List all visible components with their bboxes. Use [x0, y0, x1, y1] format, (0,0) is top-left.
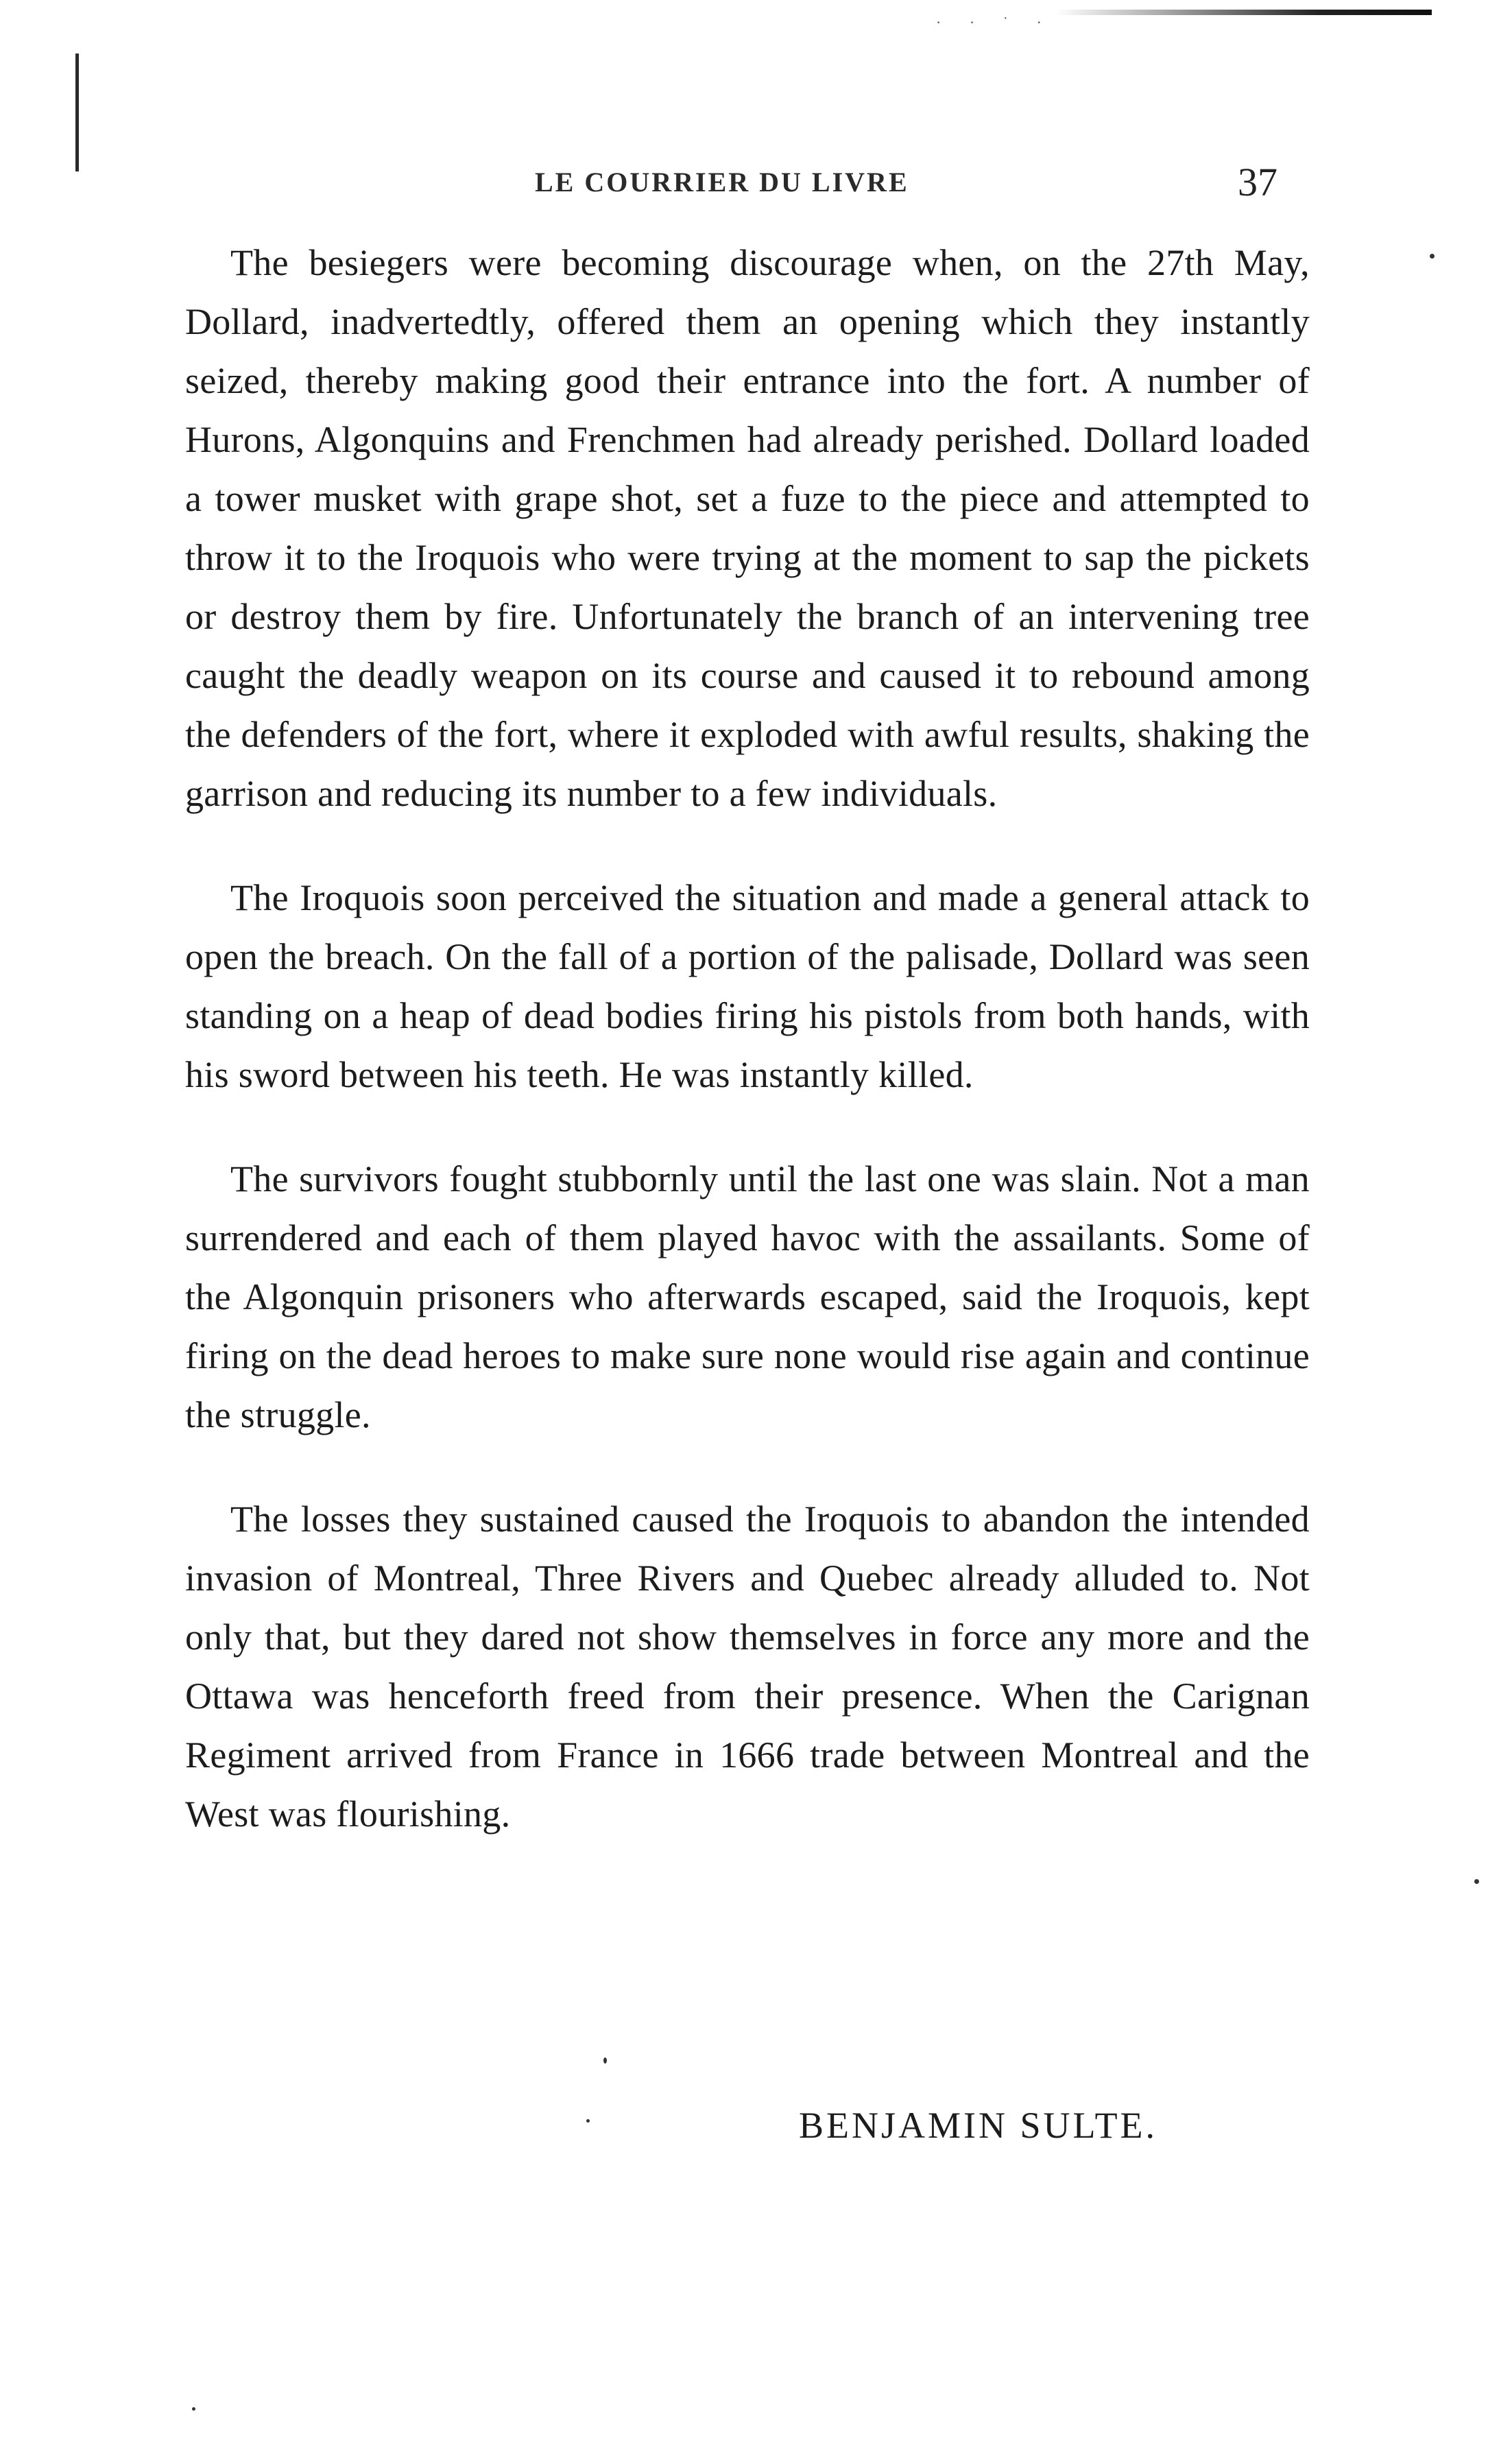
article-body: [185, 233, 1310, 1889]
scan-margin-line: [75, 53, 79, 171]
running-head: [0, 159, 1512, 214]
page-number: 37: [1238, 160, 1277, 204]
running-title: LE COURRIER DU LIVRE: [535, 167, 909, 198]
paragraph: The Iroquois soon perceived the situation and made a general attack to open the breach. On the fall of a portion of the palisade, Dollard was seen standing on a heap of dead bodies firing his pistols from both hands, with his sword between his teeth. He was instantly killed.: [185, 877, 1310, 1095]
paragraph: The besiegers were becoming discourage when, on the 27th May, Dollard, inadvertedtly, offered them an opening which they instantly seized, thereby making good their entrance into the fort. A number of Hurons, Algonquins and Frenchmen had already perished. Dollard loaded a tower musket with grape shot, set a fuze to the piece and attempted to throw it to the Iroquois who were trying at the moment to sap the pickets or destroy them by fire. Unfortunately the branch of an intervening tree caught the deadly weapon on its course and caused it to rebound among the defenders of the fort, where it exploded with awful results, shaking the garrison and reducing its number to a few individuals.: [185, 242, 1310, 814]
scan-speck: [603, 2057, 607, 2064]
paragraph: The survivors fought stubbornly until the last one was slain. Not a man surrendered and each of them played havoc with the assailants. Some of the Algonquin prisoners who afterwards escaped, said the Iroquois, kept firing on the dead heroes to make sure none would rise again and continue the struggle.: [185, 1158, 1310, 1435]
scan-speck: [586, 2119, 590, 2123]
scan-speck: [192, 2407, 195, 2411]
scan-speck: [1474, 1879, 1479, 1884]
scan-specks: · · ˙ ·: [936, 14, 1054, 31]
scan-edge-smudge: [1056, 10, 1432, 15]
author-signature: BENJAMIN SULTE.: [799, 2105, 1158, 2146]
scan-speck: [1430, 254, 1435, 259]
paragraph: The losses they sustained caused the Iroquois to abandon the intended invasion of Montreal, Three Rivers and Quebec already alluded to. Not only that, but they dared not show themselves in force any more and the Ottawa was henceforth freed from their presence. When the Carignan Regiment arrived from France in 1666 trade between Montreal and the West was flourishing.: [185, 1498, 1310, 1835]
